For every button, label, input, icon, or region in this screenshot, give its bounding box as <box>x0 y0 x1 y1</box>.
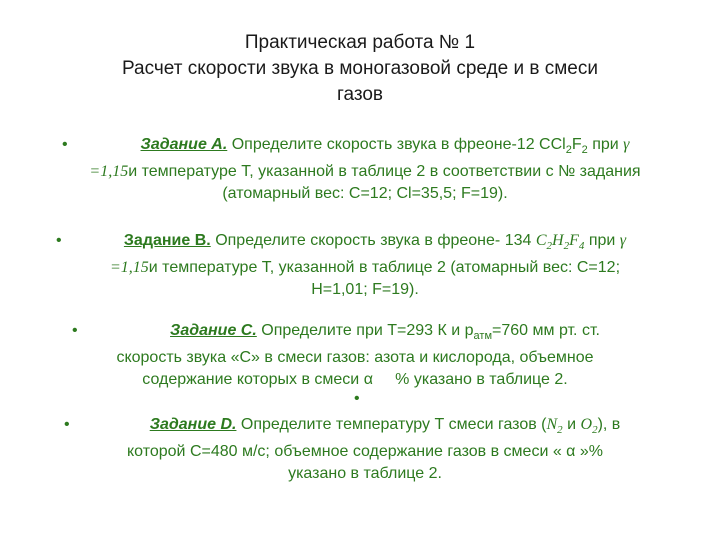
task-c-line-3: содержание которых в смеси α % указано в таблице 2. <box>142 371 568 389</box>
task-d <box>20 414 710 485</box>
formula-n2: $N_2$ <box>546 416 563 437</box>
task-a-line-3: (атомарный вес: С=12; Cl=35,5; F=19). <box>222 185 508 203</box>
task-c-label: Задание С. <box>170 322 257 339</box>
task-a-label: Задание А. <box>140 136 228 153</box>
bullet-a: • <box>62 136 68 153</box>
task-d-line-2: которой С=480 м/с; объемное содержание газов в смеси « α »% <box>126 443 603 461</box>
bullet-d: • <box>64 416 70 433</box>
title-line-1: Практическая работа № 1 <box>244 32 476 53</box>
bullet-c: • <box>72 322 78 339</box>
task-d-line-1: Задание D. Определите температуру Т смеси газов ($N_2$ и $O_2$), в <box>149 416 621 437</box>
task-d-label: Задание D. <box>149 416 237 433</box>
task-a-line-2: =1,15и температуре Т, указанной в таблице 2 в соответствии с № задания <box>89 163 641 181</box>
formula-o2: $O_2$ <box>580 416 598 437</box>
task-b-line-2: =1,15и температуре Т, указанной в таблице 2 (атомарный вес: С=12; <box>109 259 621 277</box>
task-c-line-2: скорость звука «С» в смеси газов: азота и кислорода, объемное <box>116 349 594 367</box>
page-title <box>0 30 720 108</box>
task-a-line-1: Задание А. Определите скорость звука в фреоне-12 $CCl_2F_2$ при γ <box>140 136 630 157</box>
task-b-line-1: Задание В. Определите скорость звука в фреоне- 134 $C_2H_2F_4$ при γ <box>123 232 627 253</box>
task-d-line-3: указано в таблице 2. <box>288 465 442 483</box>
task-b-label: Задание В. <box>123 232 211 249</box>
bullet-empty: • <box>354 390 360 407</box>
gamma-symbol: γ <box>623 136 630 153</box>
task-b <box>20 230 710 301</box>
bullet-b: • <box>56 232 62 249</box>
task-c-line-1: Задание С. Определите при Т=293 К и $р_{атм}=760$ мм рт. ст. <box>170 322 600 343</box>
task-a <box>20 134 710 205</box>
task-c <box>20 320 690 391</box>
task-b-line-3: H=1,01; F=19). <box>311 281 419 299</box>
formula-c2h2f4: $C_2H_2F_4$ <box>535 232 585 253</box>
title-line-3: газов <box>336 84 384 105</box>
title-line-2: Расчет скорости звука в моногазовой среде и в смеси <box>122 58 598 79</box>
gamma-symbol: γ <box>619 232 627 249</box>
